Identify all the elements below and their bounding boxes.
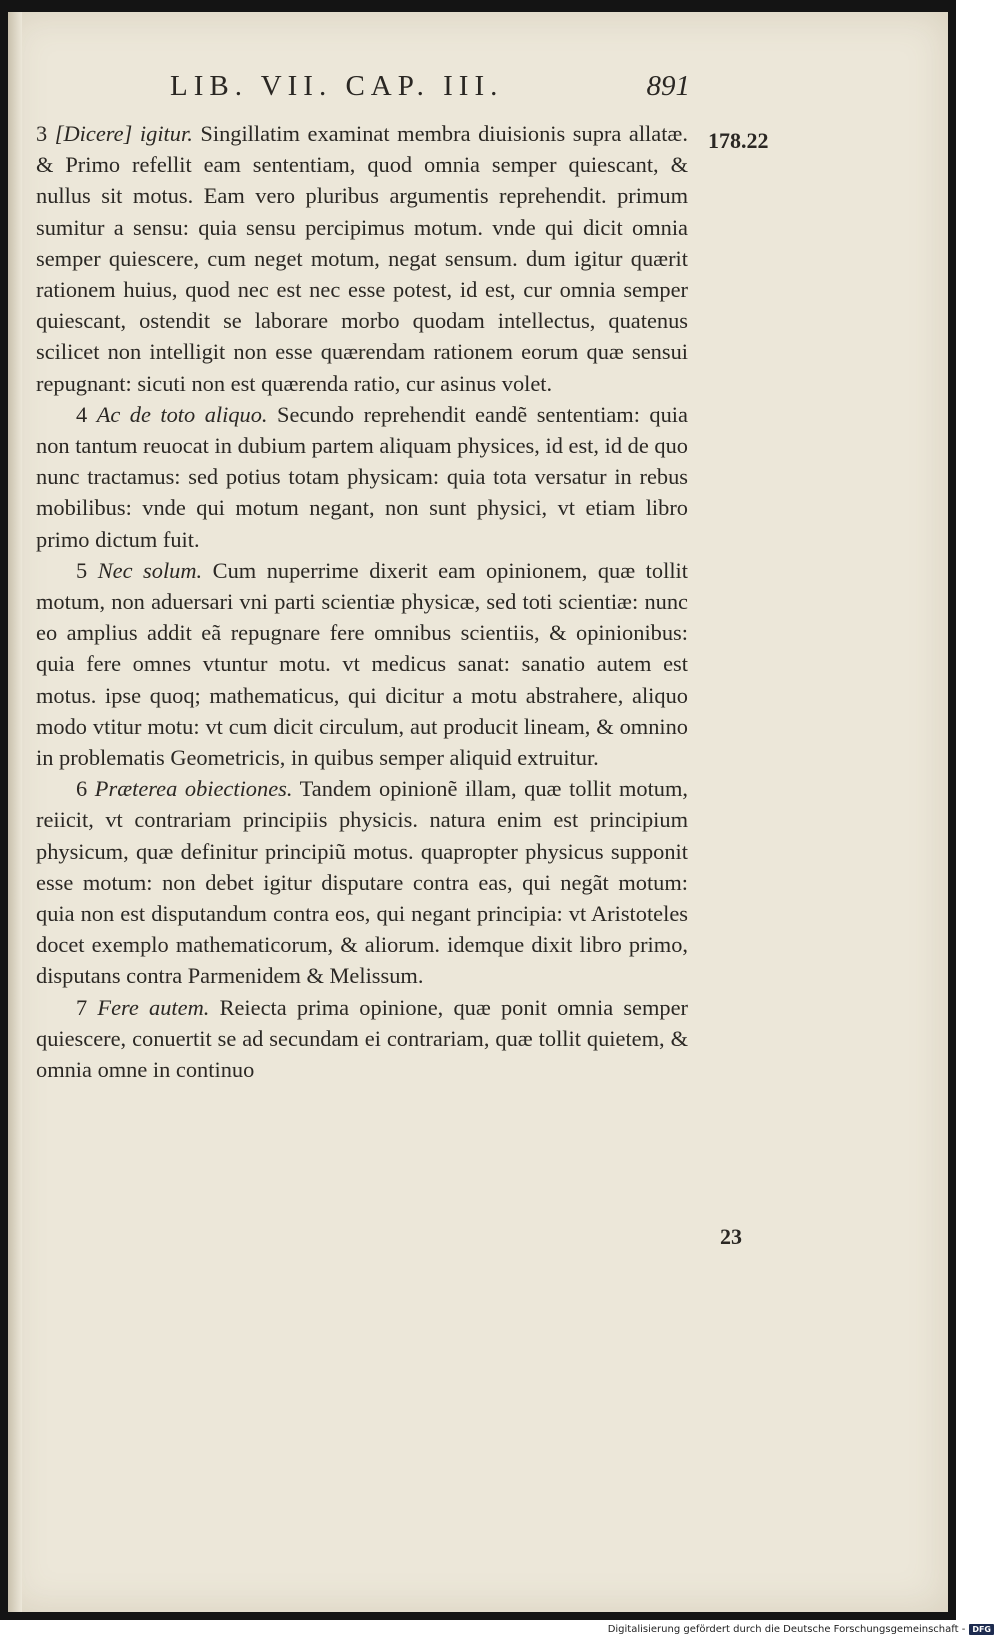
paragraph-text: Tandem opinionẽ illam, quæ tollit motum, reiicit, vt contrariam principiis physicis. natura enim est principium physicum, quæ definitur principiũ motus. quapropter physicus supponit esse motum: non debet igitur disputare contra eas, qui negãt motum: quia non est disputandum contra eos, qui negant principia: vt Aristoteles docet exemplo mathematicorum, & aliorum. idemque dixit libro primo, disputans contra Parmenidem & Melissum. <box>36 776 688 989</box>
funding-note: Digitalisierung gefördert durch die Deutsche Forschungsgemeinschaft - <box>607 1623 966 1635</box>
lemma: Præterea obiectiones. <box>94 776 293 802</box>
running-head: LIB. VII. CAP. III. <box>170 70 504 102</box>
paragraph-number: 6 <box>76 776 88 802</box>
paragraph-number: 3 <box>36 121 48 146</box>
paragraph-number: 7 <box>76 994 88 1020</box>
dfg-logo: DFG <box>969 1624 994 1635</box>
lemma: Nec solum. <box>97 557 203 583</box>
paragraph-7 <box>36 992 688 1086</box>
commentary-text <box>36 118 688 1085</box>
lemma: [Dicere] igitur. <box>54 121 193 146</box>
paragraph-6 <box>36 773 688 991</box>
paragraph-4 <box>36 399 688 555</box>
paragraph-5 <box>36 555 688 773</box>
paragraph-number: 4 <box>76 401 88 427</box>
lemma: Fere autem. <box>97 994 210 1020</box>
paragraph-text: Secundo reprehendit eandẽ sententiam: quia non tantum reuocat in dubium partem aliquam physices, id est, id de quo nunc tractamus: sed potius totam physicam: quia tota versatur in rebus mobilibus: vnde qui motum negant, non sunt physici, vt etiam libro primo dictum fuit. <box>36 401 688 552</box>
page-header <box>170 70 690 110</box>
margin-reference-2: 23 <box>720 1224 742 1249</box>
digitization-footer <box>608 1622 994 1636</box>
paragraph-3 <box>36 118 688 399</box>
paragraph-number: 5 <box>76 557 88 583</box>
margin-reference-1: 178.22 <box>708 128 769 153</box>
paragraph-text: Singillatim examinat membra diuisionis supra allatæ. & Primo refellit eam sententiam, quod omnia semper quiescant, & nullus sit motus. Eam vero pluribus argumentis reprehendit. primum sumitur a sensu: quia sensu percipimus motum. vnde qui dicit omnia semper quiescere, cum neget motum, negat sensum. dum igitur quærit rationem huius, quod nec est nec esse potest, id est, cur omnia semper quiescant, ostendit se laborare morbo quodam intellectus, quatenus scilicet non intelligit non esse quærendam rationem eorum quæ sensui repugnant: sicuti non est quærenda ratio, cur asinus volet. <box>36 121 688 396</box>
paragraph-text: Reiecta prima opinione, quæ ponit omnia semper quiescere, conuertit se ad secundam ei contrariam, quæ tollit quietem, & omnia omne in continuo <box>36 994 688 1083</box>
page-number: 891 <box>646 70 690 102</box>
page-edge <box>8 12 22 1612</box>
paragraph-text: Cum nuperrime dixerit eam opinionem, quæ tollit motum, non aduersari vni parti scientiæ physicæ, sed toti scientiæ: nunc eo amplius addit eã repugnare fere omnibus scientiis, & opinionibus: quia fere omnes vtuntur motu. vt medicus sanat: sanatio autem est motus. ipse quoq; mathematicus, qui dicitur a motu abstrahere, aliquo modo vtitur motu: vt cum dicit circulum, aut producit lineam, & omnino in problematis Geometricis, in quibus semper aliquid extruitur. <box>36 557 688 771</box>
lemma: Ac de toto aliquo. <box>96 401 268 427</box>
